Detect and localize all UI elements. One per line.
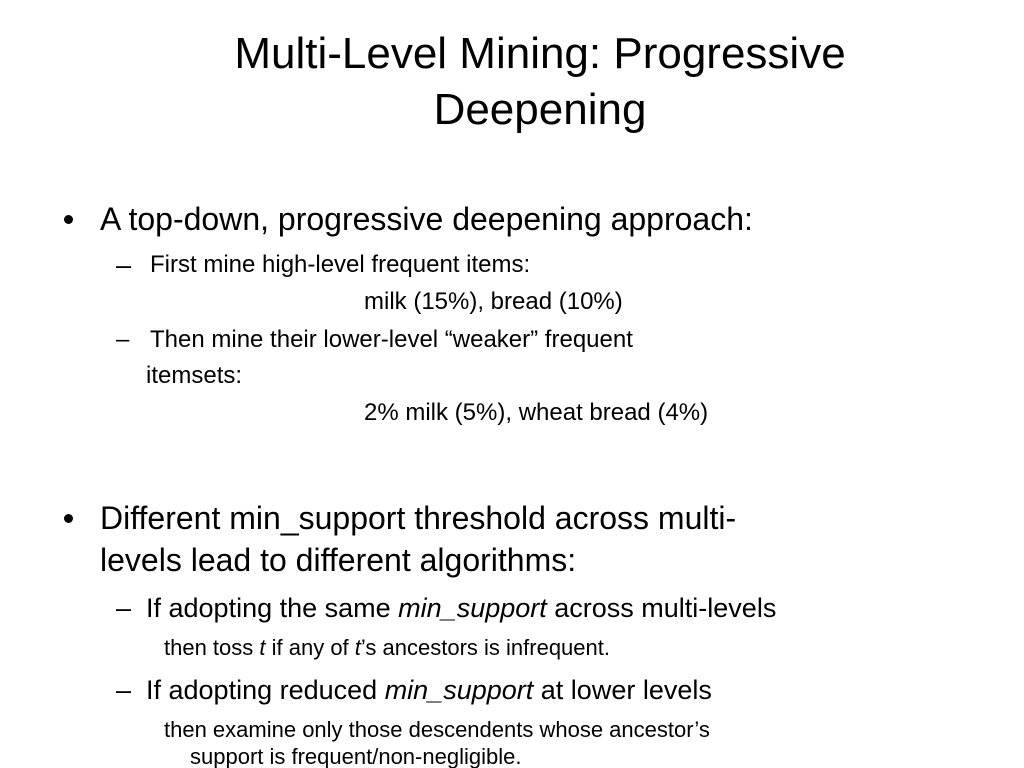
text-segment: if any of — [265, 635, 355, 660]
bullet-marker — [64, 215, 73, 224]
subitem-1-1-text: First mine high-level frequent items: — [150, 251, 531, 278]
min-support-term: min_support — [398, 593, 547, 623]
subitem-2-2-text — [146, 673, 712, 707]
text-segment: If adopting reduced — [146, 675, 385, 705]
text-segment: then toss — [164, 635, 260, 660]
title-line-1: Multi-Level Mining: Progressive — [234, 29, 846, 78]
dash-marker: – — [116, 326, 130, 353]
subitem-1-2-text: Then mine their lower-level “weaker” frequent — [150, 326, 633, 353]
dash-marker: – — [116, 675, 132, 705]
dash-marker: – — [116, 593, 132, 623]
min-support-term: min_support — [384, 675, 534, 705]
text-segment: If adopting the same — [146, 593, 399, 623]
text-segment: at lower levels — [533, 675, 712, 705]
bullet-2-text-cont: levels lead to different algorithms: — [100, 542, 577, 578]
subitem-2-2-note: then examine only those descendents whose ancestor’s — [164, 717, 710, 742]
subitem-2-1-note — [164, 634, 610, 662]
bullet-2-text: Different min_support threshold across multi- — [100, 500, 737, 536]
subitem-1-1-example: milk (15%), bread (10%) — [364, 288, 623, 315]
variable-t: t — [354, 635, 361, 660]
subitem-2-2-note-cont: support is frequent/non-negligible. — [190, 744, 522, 768]
subitem-1-2-example: 2% milk (5%), wheat bread (4%) — [364, 399, 709, 426]
variable-t: t — [259, 635, 266, 660]
title-line-2: Deepening — [433, 85, 647, 134]
subitem-1-2-text-cont: itemsets: — [146, 362, 243, 389]
subitem-2-1-text — [146, 591, 776, 625]
bullet-1-text: A top-down, progressive deepening approach: — [100, 201, 753, 237]
dash-marker: – — [116, 250, 132, 280]
slide-title — [140, 26, 940, 138]
bullet-marker — [64, 514, 73, 523]
text-segment: across multi-levels — [546, 593, 777, 623]
text-segment: ’s ancestors is infrequent. — [360, 635, 610, 660]
